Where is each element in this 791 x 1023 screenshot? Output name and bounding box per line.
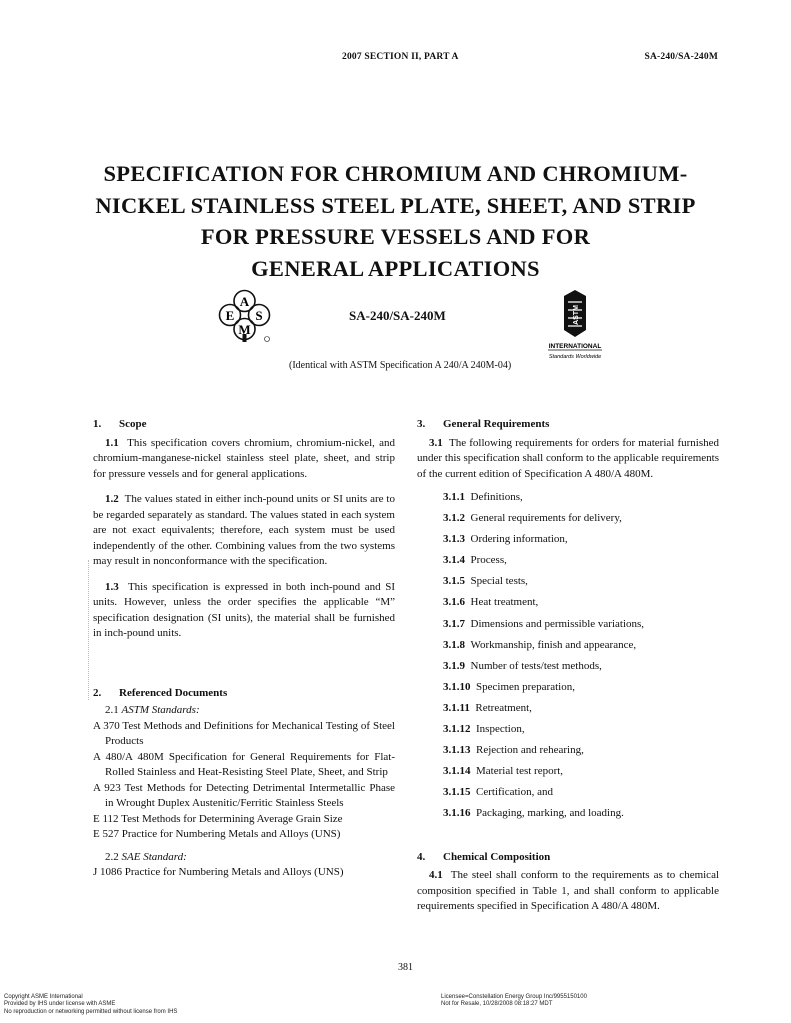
subsection-label — [93, 850, 395, 866]
title-line: GENERAL APPLICATIONS — [251, 255, 540, 281]
footer-license — [441, 994, 587, 1009]
paragraph-text: The steel shall conform to the requirements as to chemical composition specified in Table 1, and shall conform to applicable requirements specified in Specification A 480/A 480M. — [417, 869, 720, 913]
asme-letter-e: E — [225, 308, 235, 323]
item-text: Workmanship, finish and appearance, — [470, 638, 637, 651]
paragraph-number: 1.3 — [105, 580, 119, 593]
item-text: Ordering information, — [470, 533, 568, 546]
section-title: Chemical Composition — [443, 850, 551, 863]
paragraph-number: 1.2 — [105, 493, 119, 505]
section-number: 3. — [417, 418, 426, 430]
section-heading — [417, 850, 719, 866]
footer-line: Not for Resale, 10/28/2008 08:18:27 MDT — [441, 1001, 553, 1008]
footer-line: No reproduction or networking permitted without license from IHS — [4, 1008, 178, 1015]
asme-logo — [217, 288, 272, 344]
item-text: Dimensions and permissible variations, — [470, 617, 645, 630]
list-item — [443, 595, 719, 611]
item-text: Definitions, — [470, 491, 523, 503]
astm-logo — [546, 288, 604, 362]
paragraph-number: 2.1 — [105, 704, 119, 716]
item-number: 3.1.12 — [443, 723, 471, 736]
paragraph-text: The following requirements for orders for material furnished under this specification shall conform to the applicable requirements of the current edition of Specification A 480/A 480M. — [417, 436, 720, 480]
item-text: Specimen preparation, — [476, 680, 575, 693]
item-text: Rejection and rehearing, — [476, 744, 584, 757]
item-text: Retreatment, — [475, 701, 532, 714]
item-text: Process, — [470, 554, 507, 567]
asme-letter-m: M — [238, 322, 251, 337]
list-item — [443, 785, 719, 801]
title-line: FOR PRESSURE VESSELS AND FOR — [200, 224, 591, 249]
item-text: Heat treatment, — [470, 596, 539, 609]
document-title — [60, 158, 731, 284]
astm-reference-list — [93, 719, 395, 843]
identical-note: (Identical with ASTM Specification A 240/A 240M-04) — [289, 360, 512, 371]
item-number: 3.1.5 — [443, 575, 465, 588]
reference-item: J 1086 Practice for Numbering Metals and Alloys (UNS) — [93, 866, 344, 878]
item-text: Inspection, — [476, 723, 525, 736]
item-number: 3.1.1 — [443, 491, 465, 503]
list-item — [443, 764, 719, 780]
subsection-title: ASTM Standards: — [121, 704, 200, 716]
reference-item: A 923 Test Methods for Detecting Detrimental Intermetallic Phase in Wrought Duplex Austenitic/Ferritic Stainless Steels — [93, 781, 395, 809]
subsection-label — [93, 703, 395, 719]
item-number: 3.1.6 — [443, 596, 465, 609]
list-item — [443, 806, 719, 822]
astm-logo-mark: ASTM — [573, 305, 580, 325]
paragraph — [93, 580, 395, 642]
right-column — [417, 417, 719, 915]
footer-line: Copyright ASME International — [4, 994, 83, 1000]
item-number: 3.1.7 — [443, 617, 465, 630]
paragraph-text: This specification is expressed in both inch-pound and SI units. However, unless the order specifies the applicable “M” specification designation (SI units), the material shall be furnished in inch-pound units. — [93, 580, 396, 639]
margin-dotted-line — [88, 560, 90, 700]
item-number: 3.1.14 — [443, 765, 471, 778]
paragraph — [93, 492, 395, 570]
section-heading — [417, 417, 719, 433]
paragraph — [417, 436, 719, 483]
page-number: 381 — [398, 962, 413, 973]
footer-line: Provided by IHS under license with ASME — [4, 1001, 116, 1008]
section-number: 2. — [93, 686, 102, 699]
paragraph — [417, 868, 719, 915]
footer-copyright — [4, 994, 177, 1016]
paragraph-number: 1.1 — [105, 436, 119, 449]
section-title: Scope — [119, 418, 147, 430]
left-column — [93, 417, 395, 881]
general-requirements-list — [417, 490, 719, 822]
title-line: NICKEL STAINLESS STEEL PLATE, SHEET, AND STRIP — [95, 192, 696, 218]
reference-item: E 112 Test Methods for Determining Average Grain Size — [93, 812, 343, 825]
list-item — [443, 532, 719, 548]
list-item — [443, 743, 719, 759]
item-number: 3.1.15 — [443, 786, 471, 799]
item-text: General requirements for delivery, — [470, 512, 622, 525]
item-number: 3.1.2 — [443, 512, 465, 525]
paragraph-text: The values stated in either inch-pound units or SI units are to be regarded separately as standard. The values stated in each system are not exact equivalents; therefore, each system must be used independently of the other. Combining values from the two systems may result in nonconformance with the specification. — [93, 493, 395, 567]
astm-logo-tagline: Standards Worldwide — [548, 354, 602, 360]
list-item — [443, 511, 719, 527]
item-number: 3.1.11 — [443, 701, 470, 714]
item-number: 3.1.9 — [443, 659, 465, 672]
section-number: 4. — [417, 850, 426, 863]
list-item — [443, 638, 719, 654]
item-number: 3.1.8 — [443, 638, 465, 651]
item-text: Certification, and — [476, 786, 553, 799]
asme-letter-s: S — [255, 308, 263, 323]
running-header-section: 2007 SECTION II, PART A — [342, 52, 459, 62]
paragraph-number: 4.1 — [429, 869, 443, 882]
paragraph — [93, 436, 395, 483]
section-title: Referenced Documents — [119, 686, 228, 699]
item-text: Number of tests/test methods, — [470, 659, 602, 672]
list-item — [443, 659, 719, 675]
list-item — [443, 574, 719, 590]
list-item — [443, 701, 719, 717]
item-number: 3.1.4 — [443, 554, 465, 567]
reference-item: A 480/A 480M Specification for General Requirements for Flat-Rolled Stainless and Heat-Resisting Steel Plate, Sheet, and Strip — [93, 750, 395, 778]
paragraph-number: 3.1 — [429, 436, 443, 449]
item-number: 3.1.13 — [443, 744, 471, 757]
list-item — [443, 722, 719, 738]
paragraph-number: 2.2 — [105, 850, 119, 863]
subsection-title: SAE Standard: — [121, 850, 187, 863]
section-title: General Requirements — [443, 418, 550, 430]
section-heading — [93, 686, 395, 702]
list-item — [443, 490, 719, 506]
list-item — [443, 553, 719, 569]
title-line: SPECIFICATION FOR CHROMIUM AND CHROMIUM- — [103, 161, 688, 186]
paragraph-text: This specification covers chromium, chromium-nickel, and chromium-manganese-nickel stainless steel plate, sheet, and strip for pressure vessels and for general applications. — [93, 436, 396, 480]
reference-item: A 370 Test Methods and Definitions for Mechanical Testing of Steel Products — [93, 719, 395, 747]
reference-item: E 527 Practice for Numbering Metals and Alloys (UNS) — [93, 828, 341, 840]
item-text: Material test report, — [476, 765, 564, 778]
running-header-designation: SA-240/SA-240M — [644, 52, 718, 62]
item-number: 3.1.10 — [443, 680, 471, 693]
section-number: 1. — [93, 418, 102, 430]
section-heading — [93, 417, 395, 433]
item-text: Packaging, marking, and loading. — [476, 807, 624, 820]
list-item — [443, 680, 719, 696]
footer-line: Licensee=Constellation Energy Group Inc/9955150100 — [441, 994, 587, 1000]
designation: SA-240/SA-240M — [349, 308, 446, 323]
asme-letter-a: A — [239, 294, 250, 309]
item-number: 3.1.16 — [443, 807, 471, 820]
astm-logo-international: INTERNATIONAL — [548, 343, 602, 350]
item-number: 3.1.3 — [443, 533, 465, 546]
item-text: Special tests, — [470, 575, 528, 588]
list-item — [443, 617, 719, 633]
